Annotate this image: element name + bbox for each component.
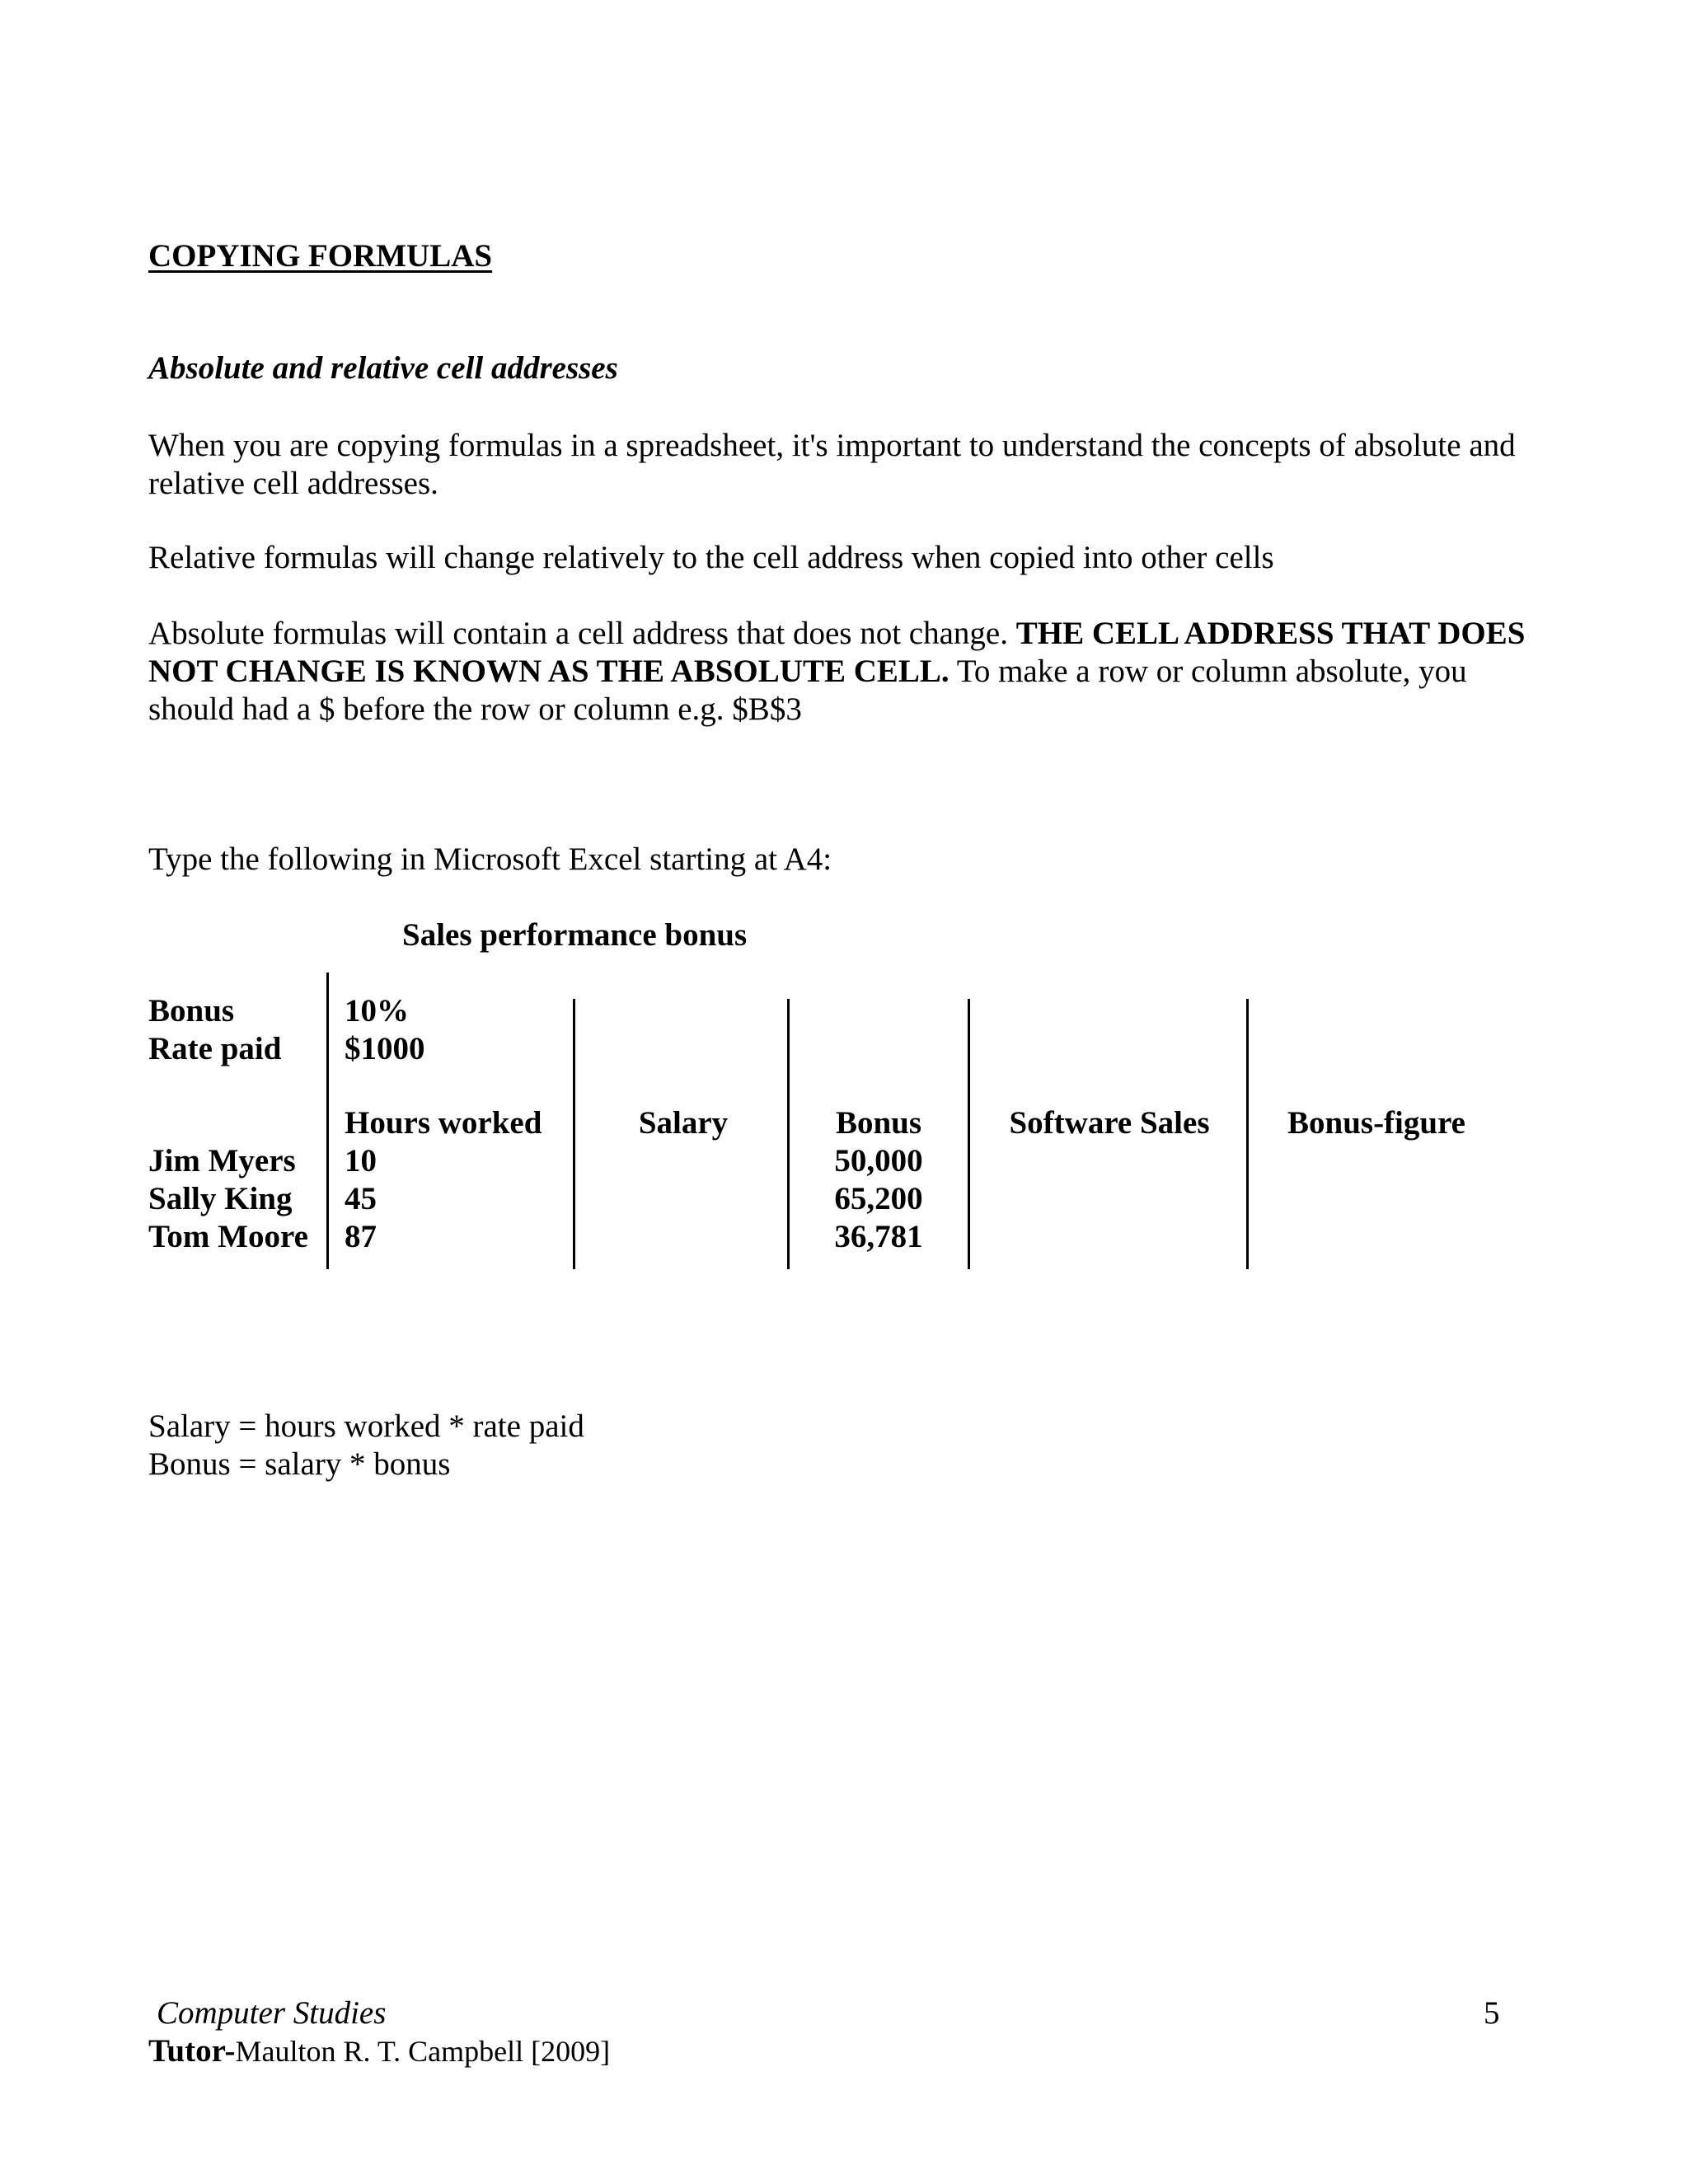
salary-formula: Salary = hours worked * rate paid: [148, 1408, 584, 1444]
column-divider-2: [573, 999, 575, 1269]
header-hours-worked: Hours worked: [345, 1105, 542, 1141]
absolute-paragraph: [148, 615, 1533, 729]
column-divider-3: [787, 999, 790, 1269]
param-label-rate: Rate paid: [148, 1031, 282, 1066]
instruction-text: Type the following in Microsoft Excel starting at A4:: [148, 841, 832, 877]
footer-tutor-label: Tutor-: [148, 2033, 236, 2069]
row-hours-tom: 87: [345, 1219, 377, 1254]
page-number: 5: [1484, 1995, 1500, 2031]
row-bonus-sally: 65,200: [834, 1181, 923, 1216]
page-heading: COPYING FORMULAS: [148, 238, 493, 274]
param-label-bonus: Bonus: [148, 993, 235, 1029]
row-bonus-jim: 50,000: [834, 1143, 923, 1179]
header-bonus-figure: Bonus-figure: [1287, 1105, 1465, 1141]
row-hours-sally: 45: [345, 1181, 377, 1216]
absolute-text-end: To make a row or column absolute, you should had a $ before the row or column e.g. $B$3: [148, 654, 1467, 727]
row-bonus-tom: 36,781: [834, 1219, 923, 1254]
row-name-jim: Jim Myers: [148, 1143, 296, 1179]
footer-tutor: [148, 2032, 610, 2070]
intro-paragraph: When you are copying formulas in a spreadsheet, it's important to understand the concepts of absolute and relative cell addresses.: [148, 428, 1516, 501]
row-hours-jim: 10: [345, 1143, 377, 1179]
absolute-text-start: Absolute formulas will contain a cell address that does not change.: [148, 616, 1016, 651]
section-subheading: Absolute and relative cell addresses: [148, 350, 618, 386]
column-divider-5: [1246, 999, 1249, 1269]
row-name-tom: Tom Moore: [148, 1219, 308, 1254]
column-divider-4: [968, 999, 970, 1269]
param-value-rate: $1000: [345, 1031, 425, 1066]
param-value-bonus: 10%: [345, 993, 409, 1029]
footer-tutor-name: Maulton R. T. Campbell [2009]: [235, 2035, 611, 2068]
column-divider-1: [326, 972, 329, 1269]
absolute-cell-definition: THE CELL ADDRESS THAT DOES NOT CHANGE IS KNOWN AS THE ABSOLUTE CELL.: [148, 616, 1526, 689]
table-title: Sales performance bonus: [402, 917, 748, 953]
header-salary: Salary: [638, 1105, 729, 1141]
bonus-formula: Bonus = salary * bonus: [148, 1446, 451, 1482]
header-software-sales: Software Sales: [1009, 1105, 1210, 1141]
row-name-sally: Sally King: [148, 1181, 293, 1216]
header-bonus: Bonus: [835, 1105, 922, 1141]
relative-paragraph: Relative formulas will change relatively to the cell address when copied into other cells: [148, 540, 1274, 575]
footer-course: Computer Studies: [157, 1995, 387, 2031]
